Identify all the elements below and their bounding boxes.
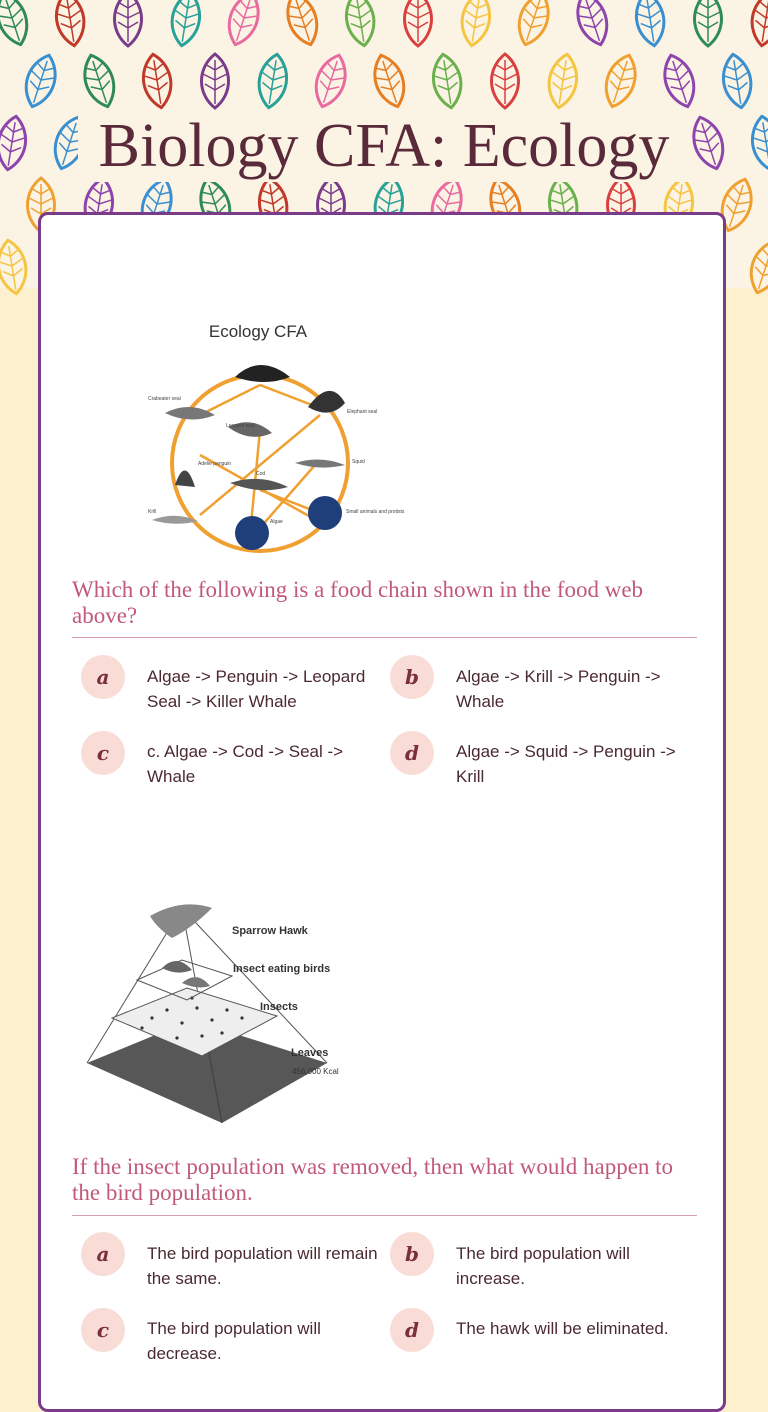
leaf-icon [687,113,729,173]
leaf-icon [600,51,642,111]
label-cod: Cod [256,471,266,477]
leaf-icon [513,0,555,49]
q2-option-a-text[interactable]: The bird population will remain the same. [147,1244,378,1288]
leaf-icon [0,0,33,49]
leaf-icon [368,51,410,111]
q1-option-c-text[interactable]: c. Algae -> Cod -> Seal -> Whale [147,742,344,786]
level-leaves: Leaves [291,1047,329,1059]
food-web-title: Ecology CFA [208,322,308,341]
label-algae: Algae [270,519,283,525]
level-sparrow-hawk: Sparrow Hawk [232,925,308,937]
food-web-figure [140,315,405,565]
energy-value: 456,000 Kcal [292,1067,339,1076]
q2-option-c-badge[interactable]: c [81,1308,125,1352]
q2-option-a-badge[interactable]: a [81,1232,125,1276]
question-2-prompt: If the insect population was removed, then what would happen to the bird population. [72,1154,674,1205]
leaf-icon [405,0,432,46]
leaf-icon [749,114,768,172]
leaf-icon [140,52,175,110]
option-b-badge[interactable]: b [390,655,434,699]
leaf-icon [20,51,62,111]
leaf-icon [53,0,88,48]
leaf-icon [658,51,700,111]
leaf-icon [633,0,668,48]
leaf-icon [571,0,613,49]
label-leopard-seal: Leopard seal [226,423,255,429]
q2-option-d-text[interactable]: The hawk will be eliminated. [456,1319,669,1338]
leaf-icon [343,0,378,48]
question-1-prompt: Which of the following is a food chain shown in the food web above? [72,577,644,628]
leaf-icon [748,0,768,48]
leaf-icon [281,0,323,49]
level-insects: Insects [260,1001,298,1013]
q2-option-d-badge[interactable]: d [390,1308,434,1352]
leaf-icon [745,237,768,297]
option-d-badge[interactable]: d [390,731,434,775]
leaf-icon [430,52,465,110]
leaf-icon [695,0,722,46]
leaf-icon [0,114,29,172]
q2-option-b-badge[interactable]: b [390,1232,434,1276]
label-elephant-seal: Elephant seal [347,409,378,415]
leaf-icon [115,0,142,46]
leaf-icon [0,238,30,296]
question-2-divider [72,1215,697,1216]
leaf-icon [310,51,352,111]
leaf-icon [78,51,120,111]
q1-option-d-text[interactable]: Algae -> Squid -> Penguin -> Krill [456,742,676,786]
leaf-icon [458,0,493,48]
label-squid: Squid [352,459,365,465]
leaf-icon [545,52,580,110]
label-crabeater-seal: Crabeater seal [148,396,181,402]
option-a-badge[interactable]: a [81,655,125,699]
q2-option-b-text[interactable]: The bird population will increase. [456,1244,630,1288]
leaf-icon [168,0,203,48]
q1-option-a-text[interactable]: Algae -> Penguin -> Leopard Seal -> Killer Whale [147,667,366,711]
label-small-animals: Small animals and protists [346,509,405,515]
leaf-icon [255,52,290,110]
leaf-icon [223,0,265,49]
level-insect-eating-birds: Insect eating birds [233,963,331,975]
leaf-icon [492,54,519,108]
leaf-icon [202,54,229,108]
q2-option-c-text[interactable]: The bird population will decrease. [147,1319,321,1363]
leaf-icon [720,52,755,110]
q1-option-b-text[interactable]: Algae -> Krill -> Penguin -> Whale [456,667,661,711]
option-c-badge[interactable]: c [81,731,125,775]
label-krill: Krill [148,509,157,515]
page-title: Biology CFA: Ecology [98,112,670,180]
label-adelie-penguin: Adelie penguin [198,461,232,467]
question-1-divider [72,637,697,638]
energy-pyramid-figure [82,898,372,1133]
